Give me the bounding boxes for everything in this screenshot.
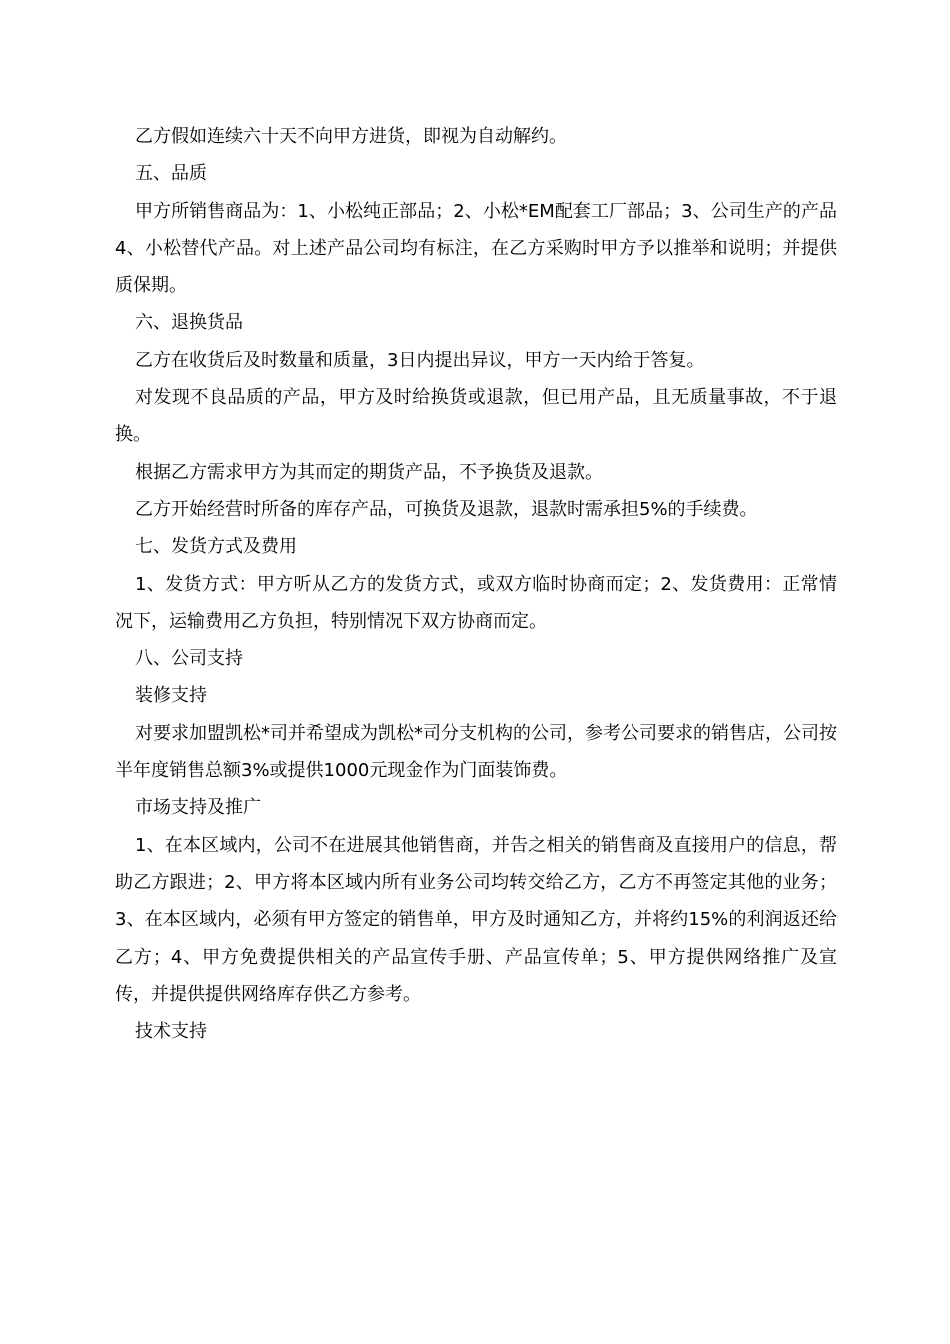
paragraph-market-support: 1、在本区域内，公司不在进展其他销售商，并告之相关的销售商及直接用户的信息，帮助乙方跟进；2、甲方将本区域内所有业务公司均转交给乙方，乙方不再签定其他的业务；3、在本区域内，必须有甲方签定的销售单，甲方及时通知乙方，并将约15%的利润返还给乙方；4、甲方免费提供相关的产品宣传手册、产品宣传单；5、甲方提供网络推广及宣传，并提供提供网络库存供乙方参考。 xyxy=(115,834,837,1005)
paragraph-auto-termination: 乙方假如连续六十天不向甲方进货，即视为自动解约。 xyxy=(135,126,567,147)
paragraph-objection-period: 乙方在收货后及时数量和质量，3日内提出异议，甲方一天内给于答复。 xyxy=(135,349,705,371)
paragraph-decoration-fee: 对要求加盟凯松*司并希望成为凯松*司分支机构的公司，参考公司要求的销售店，公司按半年度销售总额3%或提供1000元现金作为门面装饰费。 xyxy=(115,722,837,782)
paragraph-futures-products: 根据乙方需求甲方为其而定的期货产品，不予换货及退款。 xyxy=(135,461,603,483)
subheading-decoration-support: 装修支持 xyxy=(135,685,207,707)
section-heading-quality: 五、品质 xyxy=(135,163,207,185)
subheading-technical-support: 技术支持 xyxy=(135,1021,207,1043)
paragraph-product-quality: 甲方所销售商品为：1、小松纯正部品；2、小松*EM配套工厂部品；3、公司生产的产品4、小松替代产品。对上述产品公司均有标注，在乙方采购时甲方予以推举和说明；并提供质保期。 xyxy=(115,200,837,297)
paragraph-initial-stock: 乙方开始经营时所备的库存产品，可换货及退款，退款时需承担5%的手续费。 xyxy=(135,498,758,520)
document-page xyxy=(115,118,837,1050)
paragraph-defective-products: 对发现不良品质的产品，甲方及时给换货或退款，但已用产品，且无质量事故，不于退换。 xyxy=(115,387,837,446)
subheading-market-support: 市场支持及推广 xyxy=(135,797,261,819)
section-heading-company-support: 八、公司支持 xyxy=(135,648,243,670)
section-heading-shipping: 七、发货方式及费用 xyxy=(135,536,297,558)
paragraph-shipping-terms: 1、发货方式：甲方听从乙方的发货方式，或双方临时协商而定；2、发货费用：正常情况下，运输费用乙方负担，特别情况下双方协商而定。 xyxy=(115,573,837,632)
section-heading-returns: 六、退换货品 xyxy=(135,312,243,334)
